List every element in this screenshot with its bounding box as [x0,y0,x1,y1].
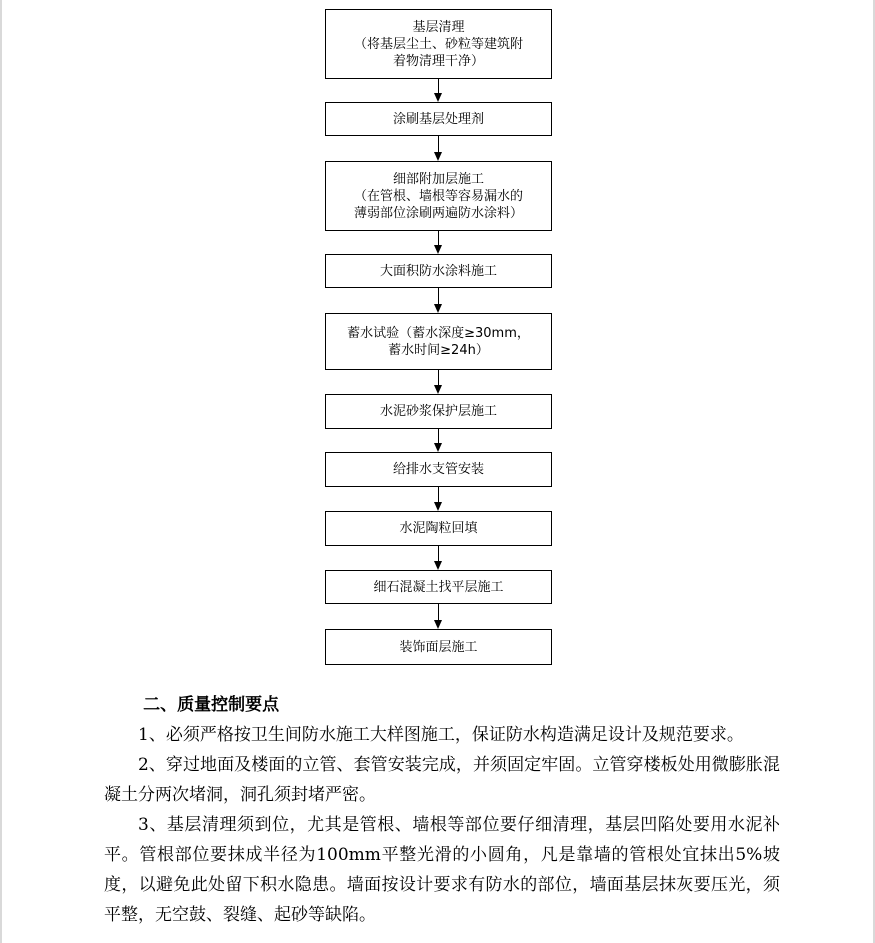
flow-step-text: 水泥砂浆保护层施工 [379,404,497,419]
flow-step-text: 涂刷基层处理剂 [392,111,484,127]
flow-step-5 [325,313,552,370]
flow-step-text: （将基层尘土、砂粒等建筑附 [353,36,523,52]
arrow-down-icon [434,620,442,629]
flow-step-text: 基层清理 [412,19,465,35]
document-body [104,690,780,930]
arrow-down-icon [434,304,442,313]
arrow-down-icon [434,502,442,511]
flow-step-text: 细部附加层施工 [392,171,484,187]
flow-step-text: 给排水支管安装 [392,462,484,477]
flow-step-2 [325,102,552,136]
section-heading: 二、质量控制要点 [143,695,280,715]
flow-connector [438,487,439,503]
flow-step-text: 水泥陶粒回填 [399,521,478,536]
arrow-down-icon [434,385,442,394]
flow-step-8 [325,511,552,546]
flow-connector [438,288,439,305]
flow-step-3 [325,161,552,231]
flow-step-text: 着物清理干净） [392,53,484,69]
flow-step-9 [325,570,552,604]
flow-step-text: （在管根、墙根等容易漏水的 [353,188,523,204]
flow-step-7 [325,452,552,487]
flow-connector [438,136,439,153]
flow-step-text: 蓄水时间≥24h） [388,342,489,358]
flow-connector [438,429,439,444]
flow-step-text: 大面积防水涂料施工 [379,263,497,279]
arrow-down-icon [434,443,442,452]
flow-connector [438,546,439,562]
flow-step-10 [325,629,552,665]
paragraph-2: 2、穿过地面及楼面的立管、套管安装完成，并须固定牢固。立管穿楼板处用微膨胀混凝土分两次堵洞，洞孔须封堵严密。 [104,755,780,805]
paragraph-1: 1、必须严格按卫生间防水施工大样图施工，保证防水构造满足设计及规范要求。 [138,725,744,745]
flow-step-text: 细石混凝土找平层施工 [373,579,504,595]
flow-step-6 [325,394,552,429]
flow-connector [438,231,439,246]
flow-step-4 [325,254,552,288]
flow-connector [438,604,439,621]
flow-step-1 [325,9,552,79]
arrow-down-icon [434,93,442,102]
arrow-down-icon [434,245,442,254]
arrow-down-icon [434,152,442,161]
arrow-down-icon [434,561,442,570]
flow-step-text: 蓄水试验（蓄水深度≥30mm， [347,325,530,341]
flow-step-text: 薄弱部位涂刷两遍防水涂料） [353,205,523,221]
flow-connector [438,79,439,94]
flow-step-text: 装饰面层施工 [399,639,478,655]
paragraph-3: 3、基层清理须到位，尤其是管根、墙根等部位要仔细清理，基层凹陷处要用水泥补平。管根部位要抹成半径为100mm平整光滑的小圆角，凡是靠墙的管根处宜抹出5%坡度，以避免此处留下积水隐患。墙面按设计要求有防水的部位，墙面基层抹灰要压光，须平整，无空鼓、裂缝、起砂等缺陷。 [104,815,780,925]
flow-connector [438,370,439,386]
